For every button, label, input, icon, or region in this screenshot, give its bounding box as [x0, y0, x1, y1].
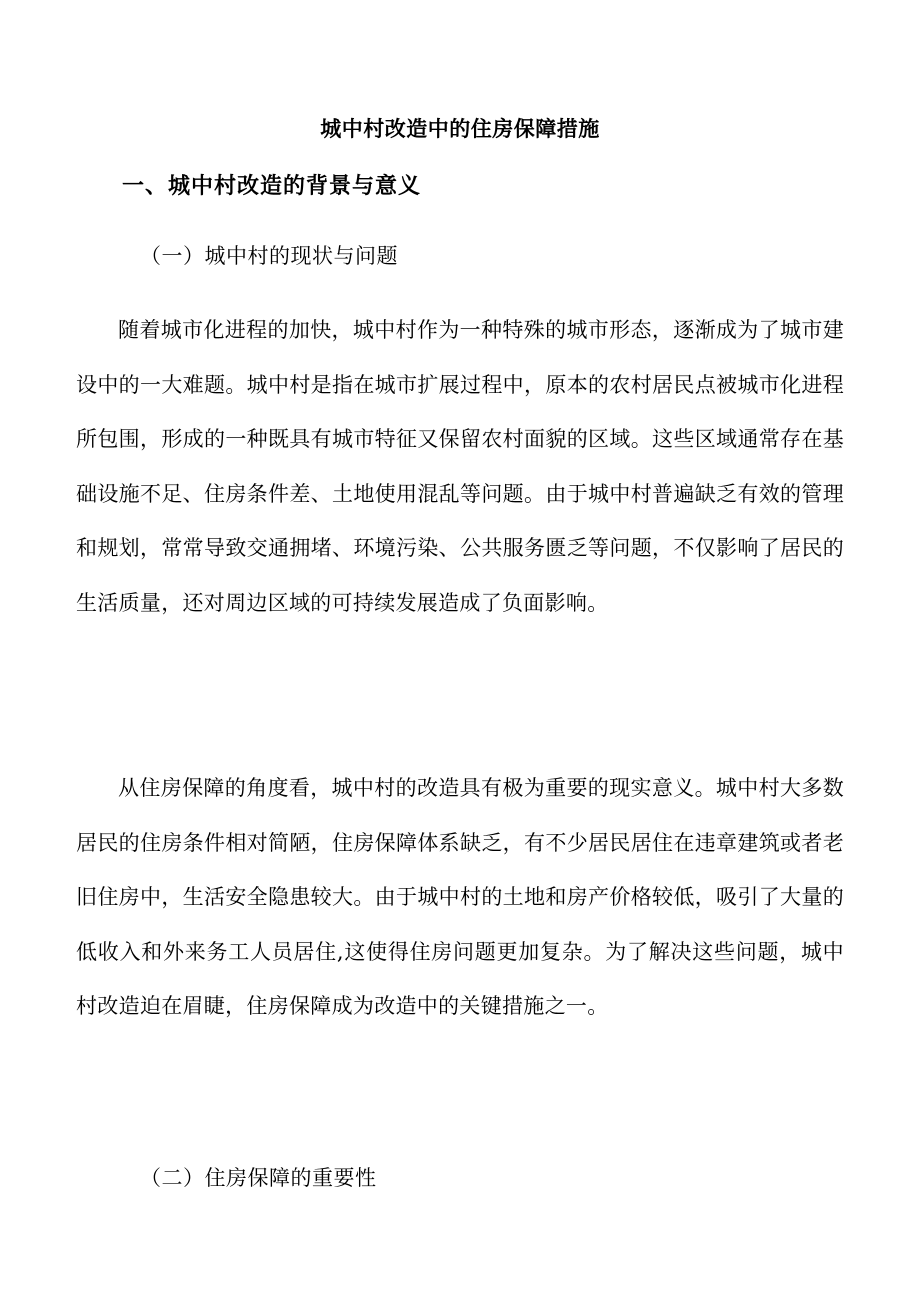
- subsection-heading-importance: （二）住房保障的重要性: [140, 1166, 377, 1190]
- subsection-heading-status: （一）城中村的现状与问题: [140, 244, 398, 268]
- section-heading-background: 一、城中村改造的背景与意义: [122, 173, 422, 199]
- paragraph-status-problems: 随着城市化进程的加快，城中村作为一种特殊的城市形态，逐渐成为了城市建设中的一大难题。城中村是指在城市扩展过程中，原本的农村居民点被城市化进程所包围，形成的一种既具有城市特征又保留农村面貌的区域。这些区域通常存在基础设施不足、住房条件差、土地使用混乱等问题。由于城中村普遍缺乏有效的管理和规划，常常导致交通拥堵、环境污染、公共服务匮乏等问题，不仅影响了居民的生活质量，还对周边区域的可持续发展造成了负面影响。: [76, 318, 844, 615]
- paragraph-housing-significance: 从住房保障的角度看，城中村的改造具有极为重要的现实意义。城中村大多数居民的住房条件相对简陋，住房保障体系缺乏，有不少居民居住在违章建筑或者老旧住房中，生活安全隐患较大。由于城中村的土地和房产价格较低，吸引了大量的低收入和外来务工人员居住,这使得住房问题更加复杂。为了解决这些问题，城中村改造迫在眉睫，住房保障成为改造中的关键措施之一。: [76, 776, 844, 1018]
- document-title: 城中村改造中的住房保障措施: [320, 116, 600, 141]
